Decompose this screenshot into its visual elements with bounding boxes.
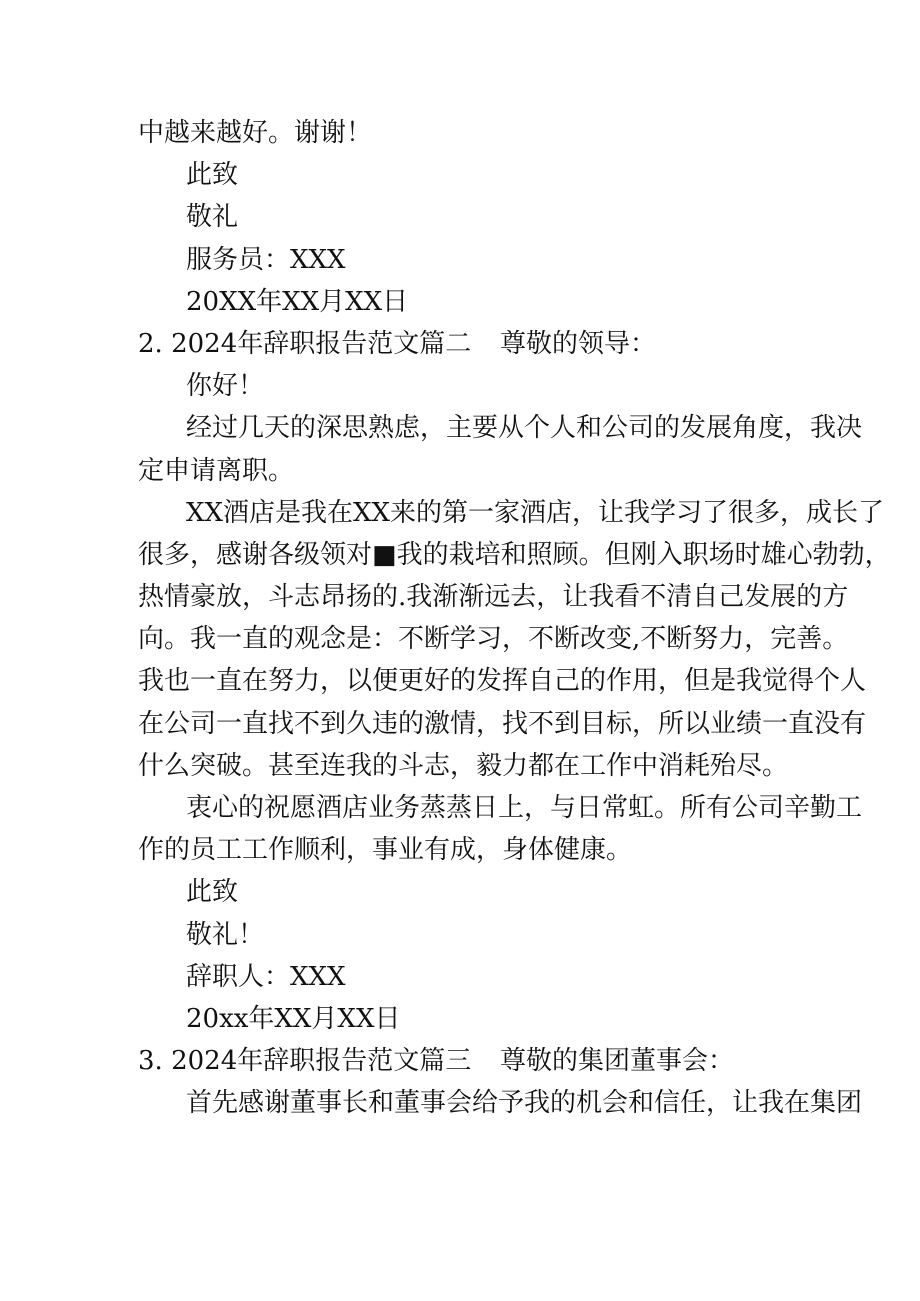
paragraph-line: 经过几天的深思熟虑，主要从个人和公司的发展角度，我决: [186, 413, 863, 444]
paragraph-line: 向。我一直的观念是：不断学习，不断改变,不断努力，完善。: [138, 624, 849, 655]
section-title: 2. 2024年辞职报告范文篇二: [138, 328, 472, 359]
paragraph-line: 我也一直在努力，以便更好的发挥自己的作用，但是我觉得个人: [138, 666, 867, 697]
paragraph-line: 衷心的祝愿酒店业务蒸蒸日上，与日常虹。所有公司辛勤工: [186, 793, 863, 823]
salutation: 尊敬的领导：: [500, 328, 657, 359]
paragraph-line: 定申请离职。: [138, 455, 295, 486]
document-body: [138, 112, 891, 1125]
paragraph-line: 什么突破。甚至连我的斗志，毅力都在工作中消耗殆尽。: [138, 750, 789, 781]
section-title: 3. 2024年辞职报告范文篇三: [138, 1046, 472, 1077]
paragraph-line: 在公司一直找不到久违的激情，找不到目标，所以业绩一直没有: [138, 708, 867, 739]
signature-line: 服务员：XXX: [186, 244, 346, 275]
paragraph-line: 作的员工工作顺利，事业有成，身体健康。: [138, 835, 633, 866]
regards-line: 敬礼！: [186, 919, 265, 950]
paragraph-line: 首先感谢董事长和董事会给予我的机会和信任，让我在集团: [186, 1088, 863, 1119]
greeting-line: 你好！: [186, 371, 265, 402]
text-line: 中越来越好。谢谢！: [138, 118, 373, 148]
salutation: 尊敬的集团董事会：: [500, 1046, 735, 1077]
paragraph-line: 很多，感谢各级领对■我的栽培和照顾。但刚入职场时雄心勃勃，: [138, 539, 891, 570]
date-line: 20xx年XX月XX日: [186, 1003, 401, 1034]
date-line: 20XX年XX月XX日: [186, 286, 409, 317]
regards-line: 敬礼: [186, 202, 239, 233]
section-heading-2: [138, 323, 788, 365]
closing-line: 此致: [186, 877, 239, 908]
paragraph-line: XX酒店是我在XX来的第一家酒店，让我学习了很多，成长了: [186, 497, 885, 528]
section-heading-3: [138, 1040, 788, 1082]
closing-line: 此致: [186, 160, 239, 191]
paragraph-line: 热情豪放，斗志昂扬的.我渐渐远去，让我看不清自己发展的方: [138, 582, 849, 613]
signature-line: 辞职人：XXX: [186, 961, 346, 992]
